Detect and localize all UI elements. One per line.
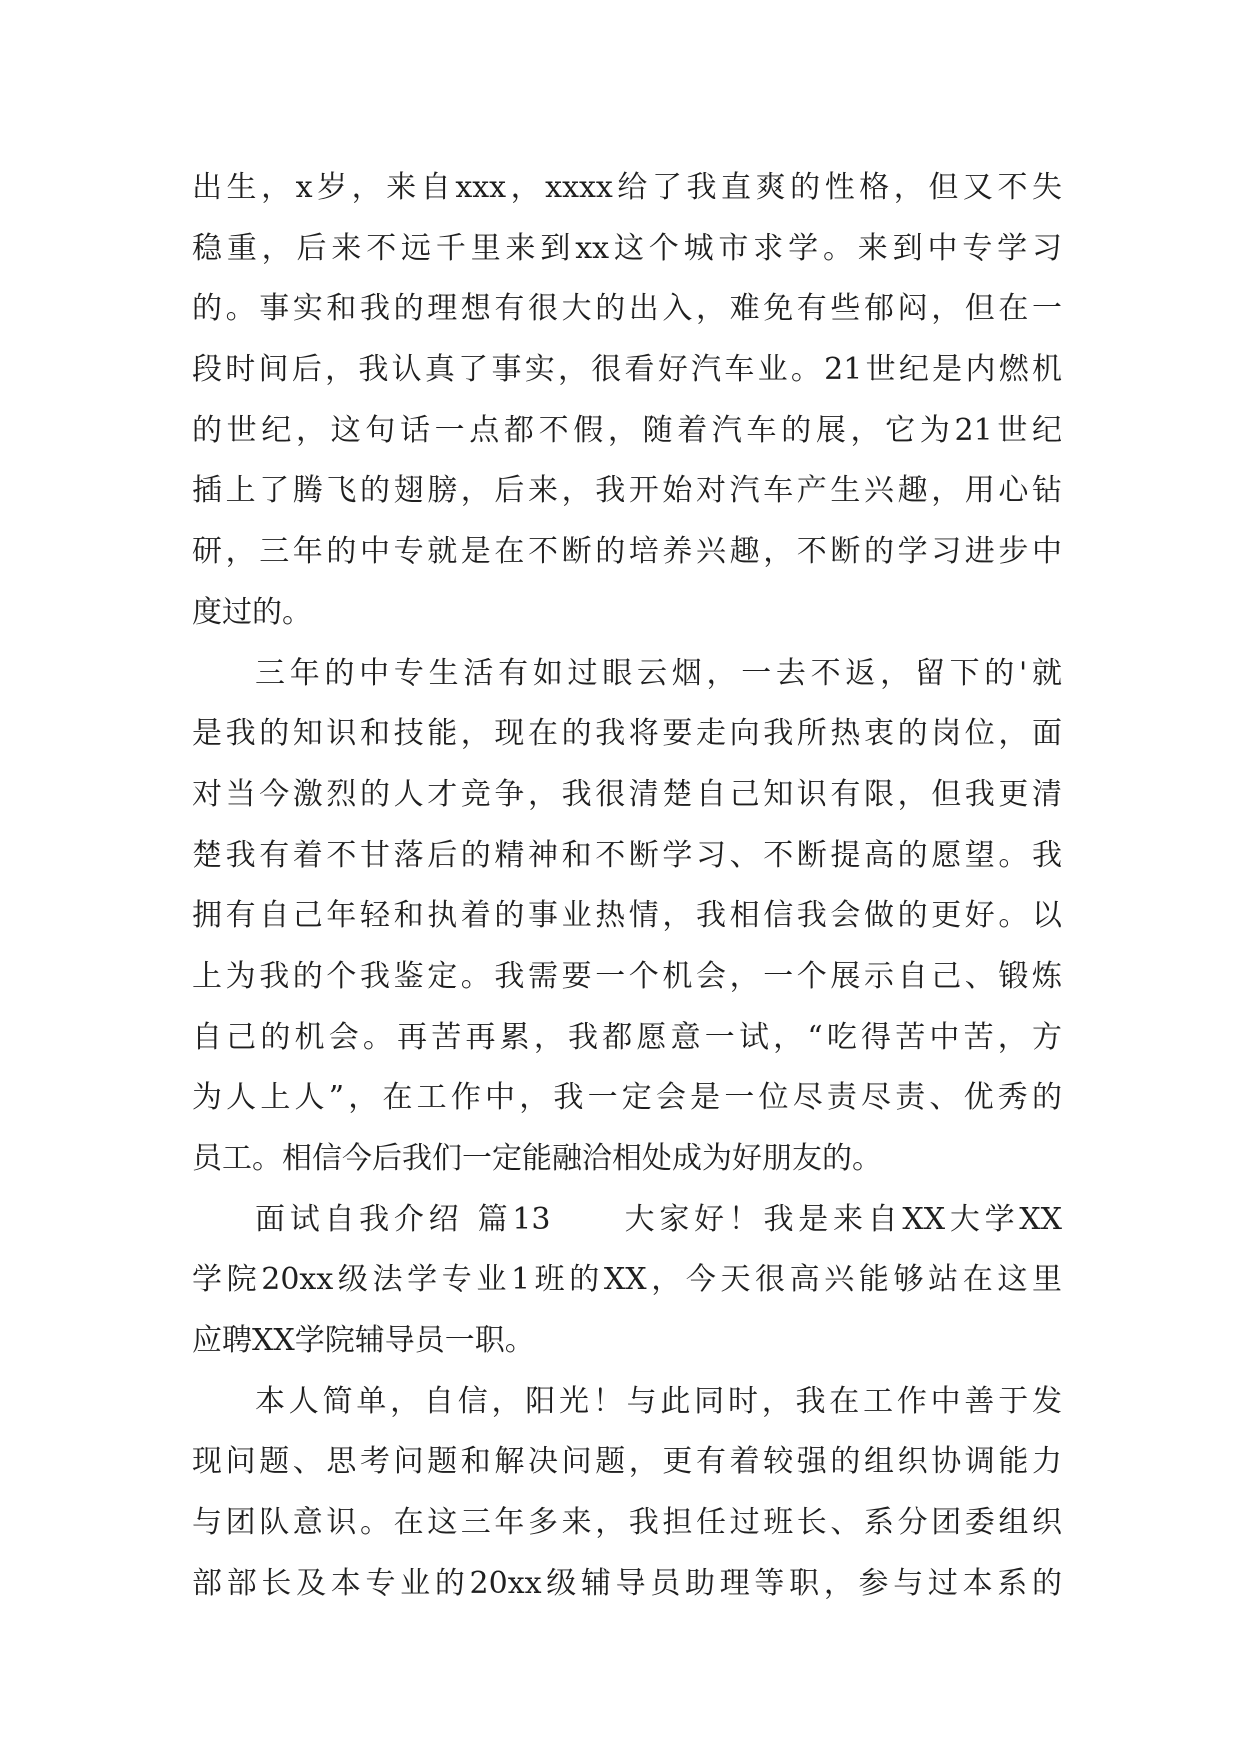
text-line: 应聘XX学院辅导员一职。	[192, 1323, 535, 1359]
text-line: 员工。相信今后我们一定能融洽相处成为好朋友的。	[192, 1141, 882, 1176]
text-line: 三年的中专生活有如过眼云烟，一去不返，留下的'就	[255, 655, 1062, 691]
text-line: 插上了腾飞的翅膀，后来，我开始对汽车产生兴趣，用心钻	[192, 473, 1062, 509]
text-line: 为人上人”，在工作中，我一定会是一位尽责尽责、优秀的	[192, 1080, 1062, 1116]
text-line: 上为我的个我鉴定。我需要一个机会，一个展示自己、锻炼	[192, 958, 1062, 994]
text-line: 学院20xx级法学专业1班的XX，今天很高兴能够站在这里	[192, 1262, 1062, 1298]
text-line: 研，三年的中专就是在不断的培养兴趣，不断的学习进步中	[192, 534, 1062, 570]
text-line: 度过的。	[192, 594, 312, 630]
text-line: 自己的机会。再苦再累，我都愿意一试，“吃得苦中苦，方	[192, 1019, 1062, 1055]
text-line: 楚我有着不甘落后的精神和不断学习、不断提高的愿望。我	[192, 837, 1062, 873]
text-line: 部部长及本专业的20xx级辅导员助理等职，参与过本系的	[192, 1565, 1062, 1601]
text-line: 本人简单，自信，阳光！与此同时，我在工作中善于发	[255, 1383, 1062, 1419]
text-line: 段时间后，我认真了事实，很看好汽车业。21世纪是内燃机	[192, 352, 1062, 388]
text-line: 的世纪，这句话一点都不假，随着汽车的展，它为21世纪	[192, 412, 1062, 448]
text-line: 的。事实和我的理想有很大的出入，难免有些郁闷，但在一	[192, 291, 1062, 327]
text-line: 出生，x岁，来自xxx，xxxx给了我直爽的性格，但又不失	[192, 170, 1062, 205]
document-body	[192, 158, 1062, 1615]
text-line: 面试自我介绍 篇13 大家好！我是来自XX大学XX	[255, 1201, 1062, 1237]
text-line: 拥有自己年轻和执着的事业热情，我相信我会做的更好。以	[192, 898, 1062, 934]
text-line: 稳重，后来不远千里来到xx这个城市求学。来到中专学习	[192, 230, 1062, 266]
text-line: 现问题、思考问题和解决问题，更有着较强的组织协调能力	[192, 1444, 1062, 1480]
text-line: 与团队意识。在这三年多来，我担任过班长、系分团委组织	[192, 1505, 1062, 1541]
text-line: 是我的知识和技能，现在的我将要走向我所热衷的岗位，面	[192, 716, 1062, 752]
text-line: 对当今激烈的人才竞争，我很清楚自己知识有限，但我更清	[192, 776, 1062, 812]
